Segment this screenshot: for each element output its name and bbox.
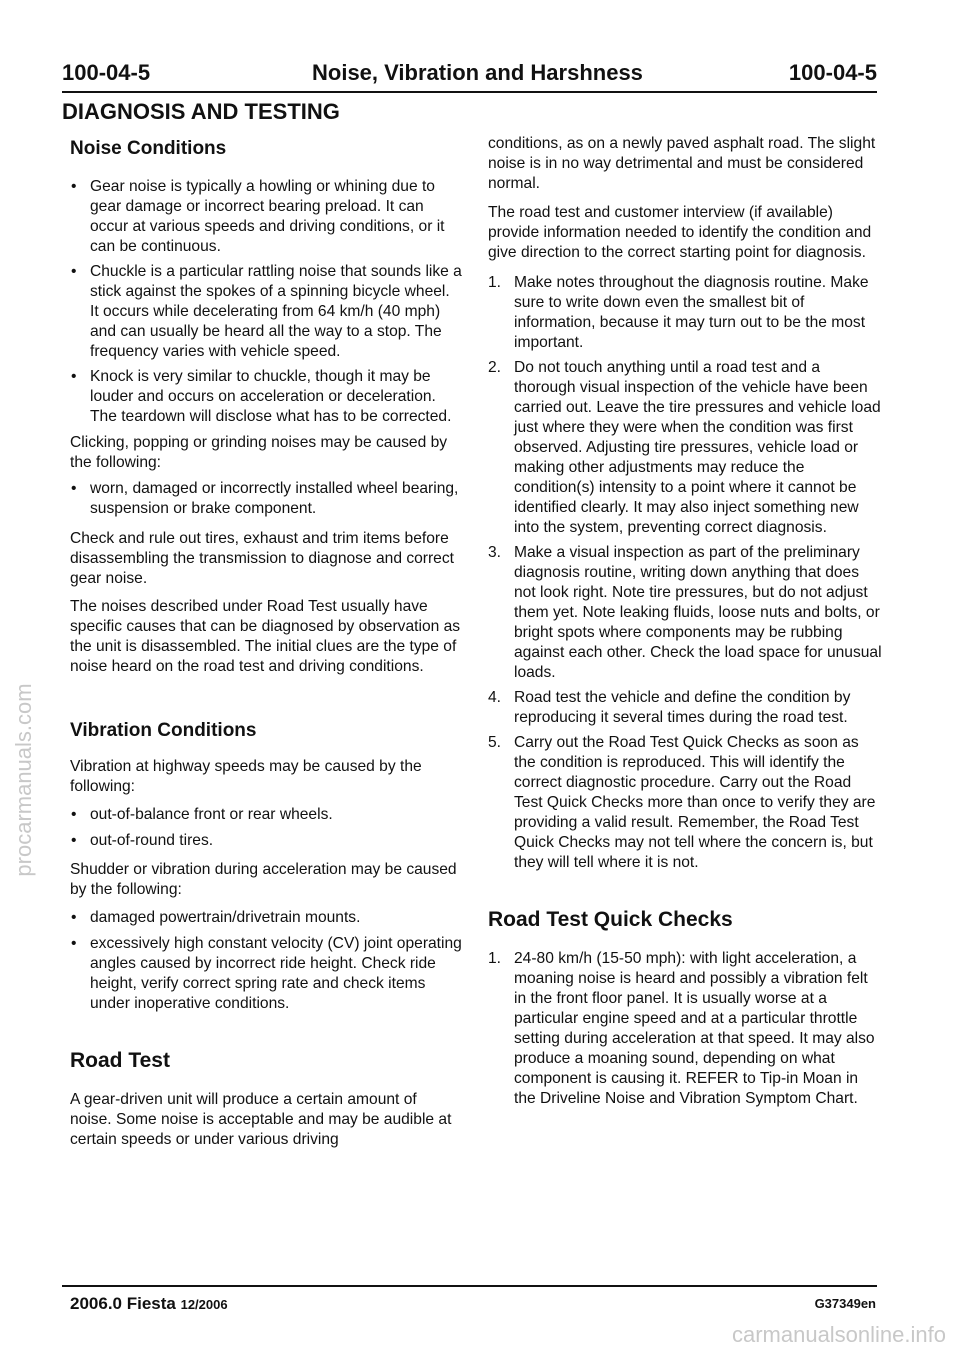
paragraph: The road test and customer interview (if available) provide information needed to identify the condition and give direction to the correct starting point for diagnosis. xyxy=(488,204,872,261)
list-item-text: out-of-round tires. xyxy=(90,832,214,849)
header-chapter-title: Noise, Vibration and Harshness xyxy=(312,60,643,85)
right-column xyxy=(488,134,882,1109)
step-number: 5. xyxy=(488,734,502,751)
footer-date: 12/2006 xyxy=(180,1297,228,1312)
bullet-icon: • xyxy=(71,935,77,952)
list-item xyxy=(488,273,882,353)
bullet-icon: • xyxy=(71,806,77,823)
list-item xyxy=(70,177,462,257)
quick-checks-list xyxy=(488,949,882,1109)
list-item-text: Knock is very similar to chuckle, though it may be louder and occurs on acceleration or deceleration. The teardown will disclose what has to be corrected. xyxy=(90,368,452,425)
footer-rule xyxy=(62,1285,877,1287)
road-test-heading: Road Test xyxy=(70,1049,170,1072)
bottom-watermark: carmanualsonline.info xyxy=(731,1322,946,1347)
list-item-text: worn, damaged or incorrectly installed wheel bearing, suspension or brake component. xyxy=(90,480,459,517)
list-item-text: out-of-balance front or rear wheels. xyxy=(90,806,333,823)
list-item-text: Chuckle is a particular rattling noise that sounds like a stick against the spokes of a spinning bicycle wheel. It occurs while decelerating from 64 km/h (40 mph) and can usually be heard all the way to a stop. The frequency varies with vehicle speed. xyxy=(90,263,462,360)
header-page-number-left: 100-04-5 xyxy=(62,60,151,85)
list-item xyxy=(70,479,462,519)
bullet-icon: • xyxy=(71,263,77,280)
paragraph: conditions, as on a newly paved asphalt road. The slight noise is in no way detrimental and must be considered normal. xyxy=(488,135,876,192)
paragraph: Clicking, popping or grinding noises may be caused by the following: xyxy=(70,434,448,471)
paragraph: Shudder or vibration during acceleration may be caused by the following: xyxy=(70,861,457,898)
paragraph: Check and rule out tires, exhaust and trim items before disassembling the transmission to diagnose and correct gear noise. xyxy=(70,530,454,587)
list-item xyxy=(70,262,462,362)
list-item xyxy=(488,543,882,683)
header-rule xyxy=(62,91,877,93)
footer-model-name: 2006.0 Fiesta xyxy=(70,1294,176,1313)
bullet-icon: • xyxy=(71,178,77,195)
bullet-icon: • xyxy=(71,832,77,849)
step-text: Do not touch anything until a road test and a thorough visual inspection of the vehicle have been carried out. Leave the tire pressures and vehicle load just where they were when the condition was first observed. Adjusting tire pressures, vehicle load or making other adjustments may reduce the condition(s) intensity to a point where it cannot be identified clearly. It may also inject something new into the system, preventing correct diagnosis. xyxy=(514,359,881,536)
list-item xyxy=(488,733,882,873)
list-item-text: damaged powertrain/drivetrain mounts. xyxy=(90,909,361,926)
step-number: 3. xyxy=(488,544,502,561)
list-item xyxy=(70,805,462,825)
paragraph: Vibration at highway speeds may be caused by the following: xyxy=(70,758,422,795)
list-item xyxy=(70,934,462,1014)
list-item xyxy=(488,358,882,538)
left-column xyxy=(70,134,462,1150)
header-page-number-right: 100-04-5 xyxy=(788,60,877,85)
list-item xyxy=(70,831,462,851)
list-item-text: excessively high constant velocity (CV) joint operating angles caused by incorrect ride height. Check ride height, verify correct spring rate and check items under inoperative conditions. xyxy=(90,935,462,1012)
step-number: 4. xyxy=(488,689,502,706)
vibration-bullet-list-1 xyxy=(70,805,462,851)
side-watermark: procarmanuals.com xyxy=(11,683,36,877)
step-number: 1. xyxy=(488,950,502,967)
section-title: DIAGNOSIS AND TESTING xyxy=(62,99,340,124)
list-item xyxy=(488,949,882,1109)
noise-bullet-list xyxy=(70,177,462,427)
page-header xyxy=(62,60,877,90)
vibration-bullet-list-2 xyxy=(70,908,462,1014)
step-text: 24-80 km/h (15-50 mph): with light acceleration, a moaning noise is heard and possibly a vibration felt in the front floor panel. It is usually worse at a particular engine speed and at a particular throttle setting during acceleration at that speed. It may also produce a moaning sound, depending on what component is causing it. REFER to Tip-in Moan in the Driveline Noise and Vibration Symptom Chart. xyxy=(514,950,875,1107)
bullet-icon: • xyxy=(71,480,77,497)
step-number: 1. xyxy=(488,274,502,291)
step-text: Carry out the Road Test Quick Checks as soon as the condition is reproduced. This will identify the correct diagnostic procedure. Carry out the Road Test Quick Checks more than once to verify they are providing a valid result. Remember, the Road Test Quick Checks may not tell where the concern is, but they will tell where it is not. xyxy=(514,734,876,871)
noise-cause-list xyxy=(70,479,462,519)
diagnosis-steps-list xyxy=(488,273,882,873)
paragraph: A gear-driven unit will produce a certain amount of noise. Some noise is acceptable and may be audible at certain speeds or under various driving xyxy=(70,1091,452,1148)
step-text: Road test the vehicle and define the condition by reproducing it several times during the road test. xyxy=(514,689,851,726)
step-number: 2. xyxy=(488,359,502,376)
road-test-quick-checks-heading: Road Test Quick Checks xyxy=(488,908,733,931)
step-text: Make a visual inspection as part of the preliminary diagnosis routine, writing down anything that does not look right. Note tire pressures, but do not adjust them yet. Note leaking fluids, loose nuts and bolts, or bright spots where components may be rubbing against each other. Check the load space for unusual loads. xyxy=(514,544,882,681)
bullet-icon: • xyxy=(71,368,77,385)
vibration-conditions-heading: Vibration Conditions xyxy=(70,720,257,741)
list-item-text: Gear noise is typically a howling or whining due to gear damage or incorrect bearing preload. It can occur at various speeds and driving conditions, or it can be continuous. xyxy=(90,178,445,255)
bullet-icon: • xyxy=(71,909,77,926)
list-item xyxy=(488,688,882,728)
list-item xyxy=(70,908,462,928)
list-item xyxy=(70,367,462,427)
footer-model xyxy=(70,1294,228,1314)
noise-conditions-heading: Noise Conditions xyxy=(70,138,227,159)
step-text: Make notes throughout the diagnosis routine. Make sure to write down even the smallest bit of information, because it may turn out to be the most important. xyxy=(514,274,869,351)
paragraph: The noises described under Road Test usually have specific causes that can be diagnosed by observation as the unit is disassembled. The initial clues are the type of noise heard on the road test and driving conditions. xyxy=(70,598,461,675)
footer-document-code: G37349en xyxy=(814,1296,876,1311)
